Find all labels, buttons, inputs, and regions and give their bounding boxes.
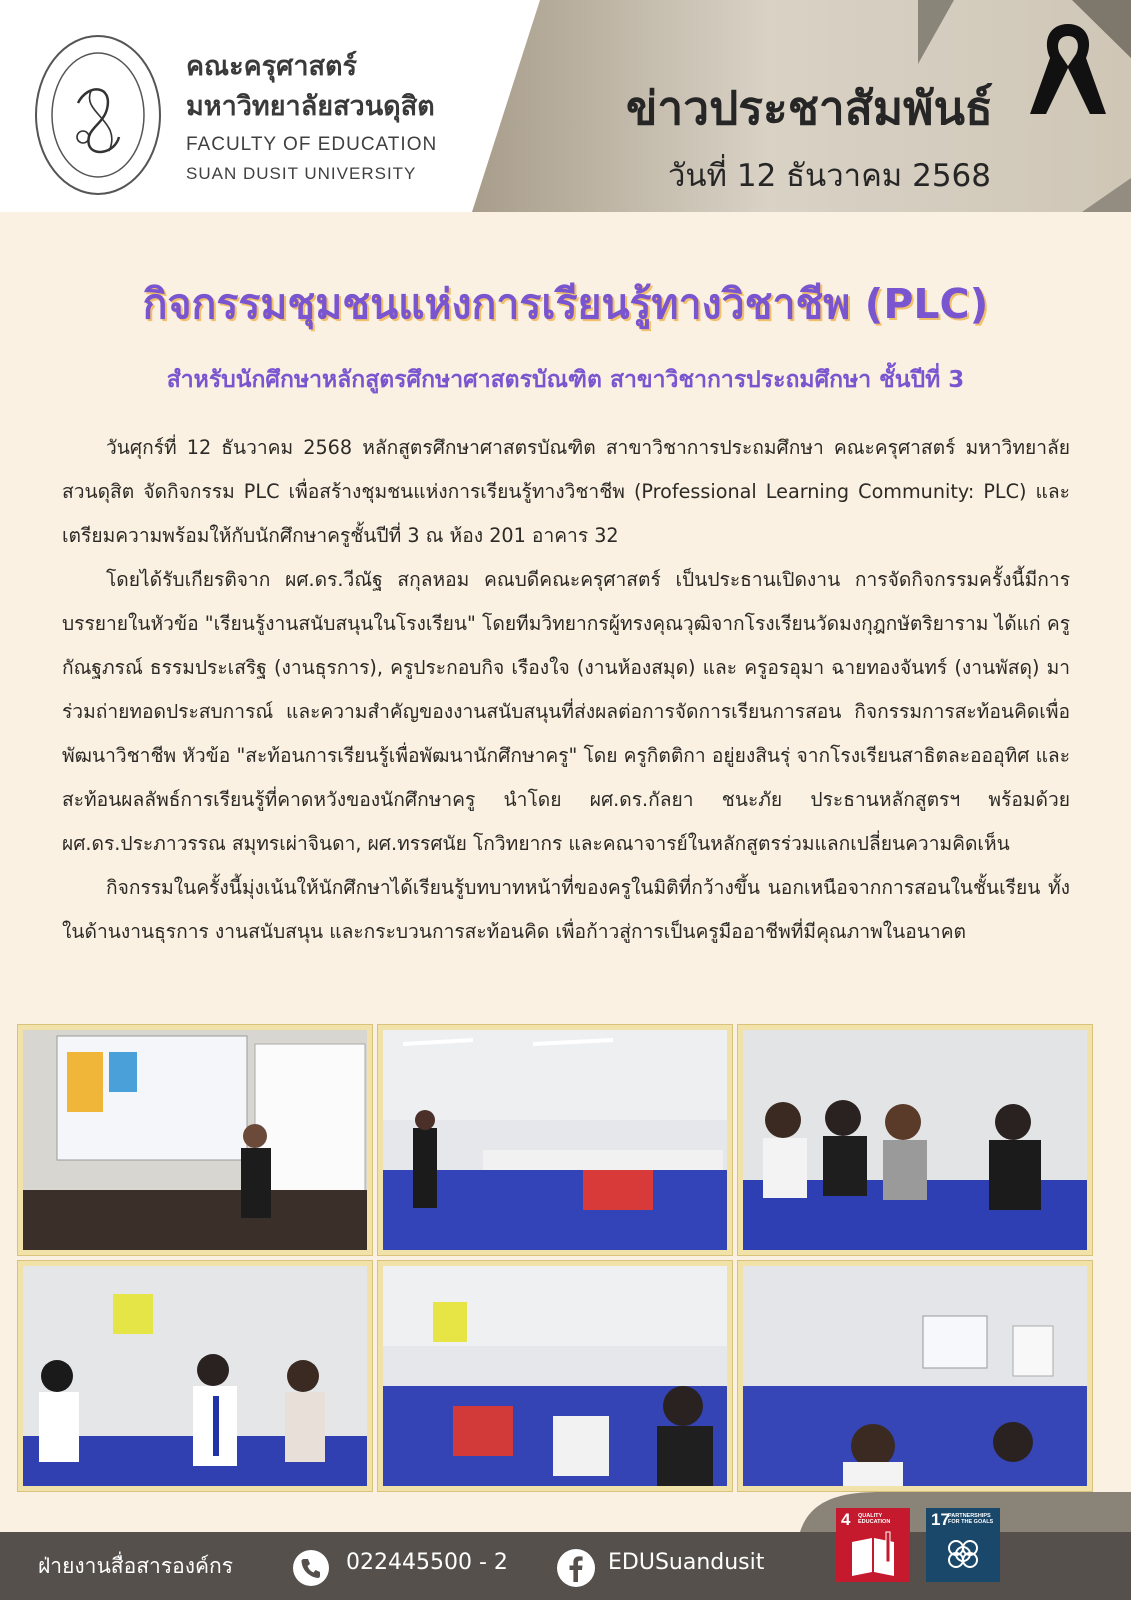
book-icon — [836, 1508, 910, 1582]
university-seal-logo — [33, 33, 163, 197]
university-name-english: SUAN DUSIT UNIVERSITY — [186, 164, 417, 183]
university-name-thai: มหาวิทยาลัยสวนดุสิต — [186, 91, 435, 122]
footer-phone-number[interactable]: 022445500 - 2 — [346, 1550, 508, 1575]
footer-unit-name: ฝ่ายงานสื่อสารองค์กร — [38, 1554, 234, 1578]
event-photo-classroom-audience — [378, 1261, 732, 1491]
partnership-rings-icon — [926, 1508, 1000, 1582]
event-photo-projector-session — [738, 1261, 1092, 1491]
event-photo-speaker-presentation — [18, 1025, 372, 1255]
phone-icon — [292, 1549, 330, 1587]
article-subtitle: สำหรับนักศึกษาหลักสูตรศึกษาศาสตรบัณฑิต สาขาวิชาการประถมศึกษา ชั้นปีที่ 3 — [166, 367, 965, 393]
sdg17-label: PARTNERSHIPS FOR THE GOALS — [948, 1513, 994, 1525]
article-title: กิจกรรมชุมชนแห่งการเรียนรู้ทางวิชาชีพ (PLC) — [142, 280, 989, 328]
photo-gallery — [18, 1025, 1113, 1495]
facebook-icon — [556, 1548, 596, 1588]
event-photo-classroom-overview — [378, 1025, 732, 1255]
sdg17-number: 17 — [931, 1510, 950, 1529]
news-label: ข่าวประชาสัมพันธ์ — [625, 81, 993, 135]
footer-facebook-page[interactable]: EDUSuandusit — [608, 1550, 765, 1575]
article-paragraph: วันศุกร์ที่ 12 ธันวาคม 2568 หลักสูตรศึกษาศาสตรบัณฑิต สาขาวิชาการประถมศึกษา คณะครุศาสตร์ มหาวิทยาลัยสวนดุสิต จัดกิจกรรม PLC เพื่อสร้างชุมชนแห่งการเรียนรู้ทางวิชาชีพ (Professional Learning Community: PLC) และเตรียมความพร้อมให้กับนักศึกษาครูชั้นปีที่ 3 ณ ห้อง 201 อาคาร 32 — [62, 436, 1070, 547]
article-paragraph: โดยได้รับเกียรติจาก ผศ.ดร.วีณัฐ สกุลหอม คณบดีคณะครุศาสตร์ เป็นประธานเปิดงาน การจัดกิจกรรมครั้งนี้มีการบรรยายในหัวข้อ "เรียนรู้งานสนับสนุนในโรงเรียน" โดยทีมวิทยากรผู้ทรงคุณวุฒิจากโรงเรียนวัดมงกุฎกษัตริยาราม ได้แก่ ครูกัณฐภรณ์ ธรรมประเสริฐ (งานธุรการ), ครูประกอบกิจ เรืองใจ (งานห้องสมุด) และ ครูอรอุมา ฉายทองจันทร์ (งานพัสดุ) มาร่วมถ่ายทอดประสบการณ์ และความสำคัญของงานสนับสนุนที่ส่งผลต่อการจัดการเรียนการสอน กิจกรรมการสะท้อนคิดเพื่อพัฒนาวิชาชีพ หัวข้อ "สะท้อนการเรียนรู้เพื่อพัฒนานักศึกษาครู" โดย ครูกิตติกา อยู่ยงสินรุ่ จากโรงเรียนสาธิตละอออุทิศ และสะท้อนผลลัพธ์การเรียนรู้ที่คาดหวังของนักศึกษาครู นำโดย ผศ.ดร.กัลยา ชนะภัย ประธานหลักสูตรฯ พร้อมด้วย ผศ.ดร.ประภาวรรณ สมุทรเผ่าจินดา, ผศ.ทรรศนัย โกวิทยากร และคณาจารย์ในหลักสูตรร่วมแลกเปลี่ยนความคิดเห็น — [62, 568, 1070, 855]
news-date: วันที่ 12 ธันวาคม 2568 — [667, 158, 991, 194]
event-photo-students-seated — [738, 1025, 1092, 1255]
faculty-name-english: FACULTY OF EDUCATION — [186, 134, 438, 155]
sdg17-partnerships-badge — [926, 1508, 1000, 1582]
sdg4-label: QUALITY EDUCATION — [858, 1513, 891, 1525]
sdg4-quality-education-badge — [836, 1508, 910, 1582]
article-body — [62, 426, 1070, 954]
event-photo-students-group — [18, 1261, 372, 1491]
header — [0, 0, 1131, 212]
faculty-name-thai: คณะครุศาสตร์ — [186, 51, 357, 82]
sdg4-number: 4 — [841, 1510, 851, 1529]
mourning-ribbon-icon — [1028, 18, 1108, 118]
article-paragraph: กิจกรรมในครั้งนี้มุ่งเน้นให้นักศึกษาได้เรียนรู้บทบาทหน้าที่ของครูในมิติที่กว้างขึ้น นอกเหนือจากการสอนในชั้นเรียน ทั้งในด้านงานธุรการ งานสนับสนุน และกระบวนการสะท้อนคิด เพื่อก้าวสู่การเป็นครูมืออาชีพที่มีคุณภาพในอนาคต — [62, 876, 1070, 943]
